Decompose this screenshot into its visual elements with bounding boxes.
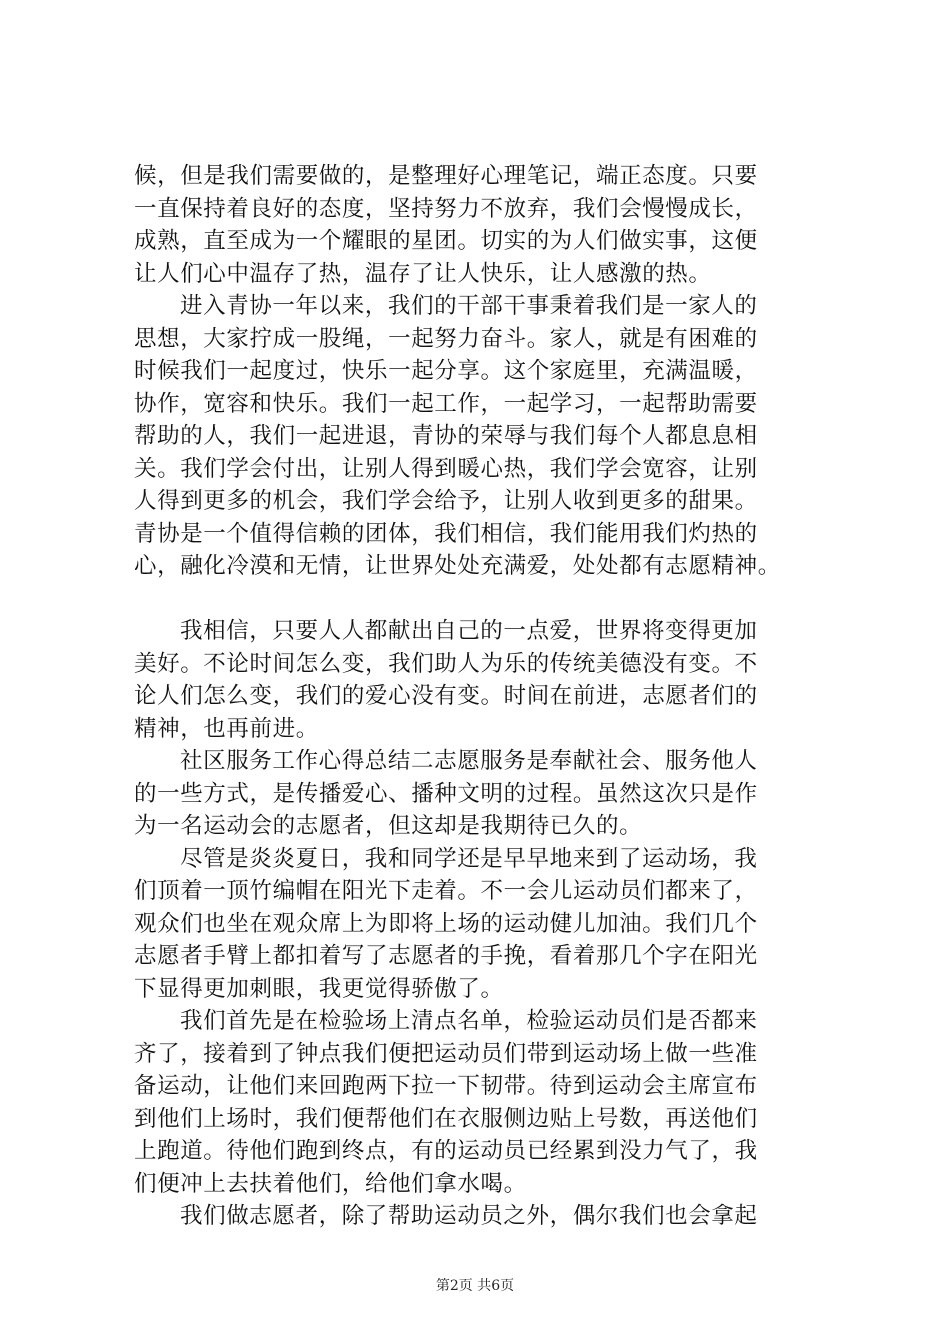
text-line: 论人们怎么变，我们的爱心没有变。时间在前进，志愿者们的 (134, 683, 758, 709)
text-line: 精神，也再前进。 (134, 715, 319, 742)
text-line: 的一些方式，是传播爱心、播种文明的过程。虽然这次只是作 (134, 780, 758, 807)
text-line: 社区服务工作心得总结二志愿服务是奉献社会、服务他人 (180, 748, 758, 774)
text-line: 备运动，让他们来回跑两下拉一下韧带。待到运动会主席宣布 (134, 1073, 758, 1099)
text-line: 关。我们学会付出，让别人得到暖心热，我们学会宽容，让别 (134, 455, 758, 482)
text-line: 们顶着一顶竹编帽在阳光下走着。不一会儿运动员们都来了， (134, 878, 758, 904)
text-line: 心，融化冷漠和无情，让世界处处充满爱，处处都有志愿精神。 (134, 553, 781, 579)
text-line: 我们做志愿者，除了帮助运动员之外，偶尔我们也会拿起 (180, 1203, 758, 1229)
text-line: 为一名运动会的志愿者，但这却是我期待已久的。 (134, 813, 643, 839)
text-line: 下显得更加刺眼，我更觉得骄傲了。 (134, 975, 504, 1002)
text-line: 思想，大家拧成一股绳，一起努力奋斗。家人，就是有困难的 (134, 325, 758, 352)
text-line: 候，但是我们需要做的，是整理好心理笔记，端正态度。只要 (134, 163, 758, 189)
text-line: 人得到更多的机会，我们学会给予，让别人收到更多的甜果。 (134, 488, 758, 514)
text-line: 我们首先是在检验场上清点名单，检验运动员们是否都来 (180, 1008, 758, 1034)
text-line: 们便冲上去扶着他们，给他们拿水喝。 (134, 1170, 527, 1197)
text-line: 尽管是炎炎夏日，我和同学还是早早地来到了运动场，我 (180, 845, 758, 872)
text-line: 齐了，接着到了钟点我们便把运动员们带到运动场上做一些准 (134, 1040, 758, 1067)
text-line: 青协是一个值得信赖的团体，我们相信，我们能用我们灼热的 (134, 520, 758, 547)
page-footer: 第2页 共6页 (435, 1278, 515, 1294)
text-line: 上跑道。待他们跑到终点，有的运动员已经累到没力气了，我 (134, 1138, 758, 1164)
document-body (134, 160, 824, 1233)
text-line: 让人们心中温存了热，温存了让人快乐，让人感激的热。 (134, 260, 712, 287)
text-line: 协作，宽容和快乐。我们一起工作，一起学习，一起帮助需要 (134, 390, 758, 417)
text-line: 我相信，只要人人都献出自己的一点爱，世界将变得更加 (180, 618, 758, 644)
text-line: 时候我们一起度过，快乐一起分享。这个家庭里，充满温暖， (134, 358, 758, 384)
text-line: 成熟，直至成为一个耀眼的星团。切实的为人们做实事，这便 (134, 228, 758, 254)
text-line: 一直保持着良好的态度，坚持努力不放弃，我们会慢慢成长， (134, 195, 758, 222)
paragraph-gap (134, 583, 824, 616)
text-line: 进入青协一年以来，我们的干部干事秉着我们是一家人的 (180, 293, 758, 319)
text-line: 观众们也坐在观众席上为即将上场的运动健儿加油。我们几个 (134, 910, 758, 937)
text-line: 到他们上场时，我们便帮他们在衣服侧边贴上号数，再送他们 (134, 1105, 758, 1132)
text-line: 美好。不论时间怎么变，我们助人为乐的传统美德没有变。不 (134, 650, 758, 677)
text-line: 帮助的人，我们一起进退，青协的荣辱与我们每个人都息息相 (134, 423, 758, 449)
text-line: 志愿者手臂上都扣着写了志愿者的手挽，看着那几个字在阳光 (134, 943, 758, 969)
